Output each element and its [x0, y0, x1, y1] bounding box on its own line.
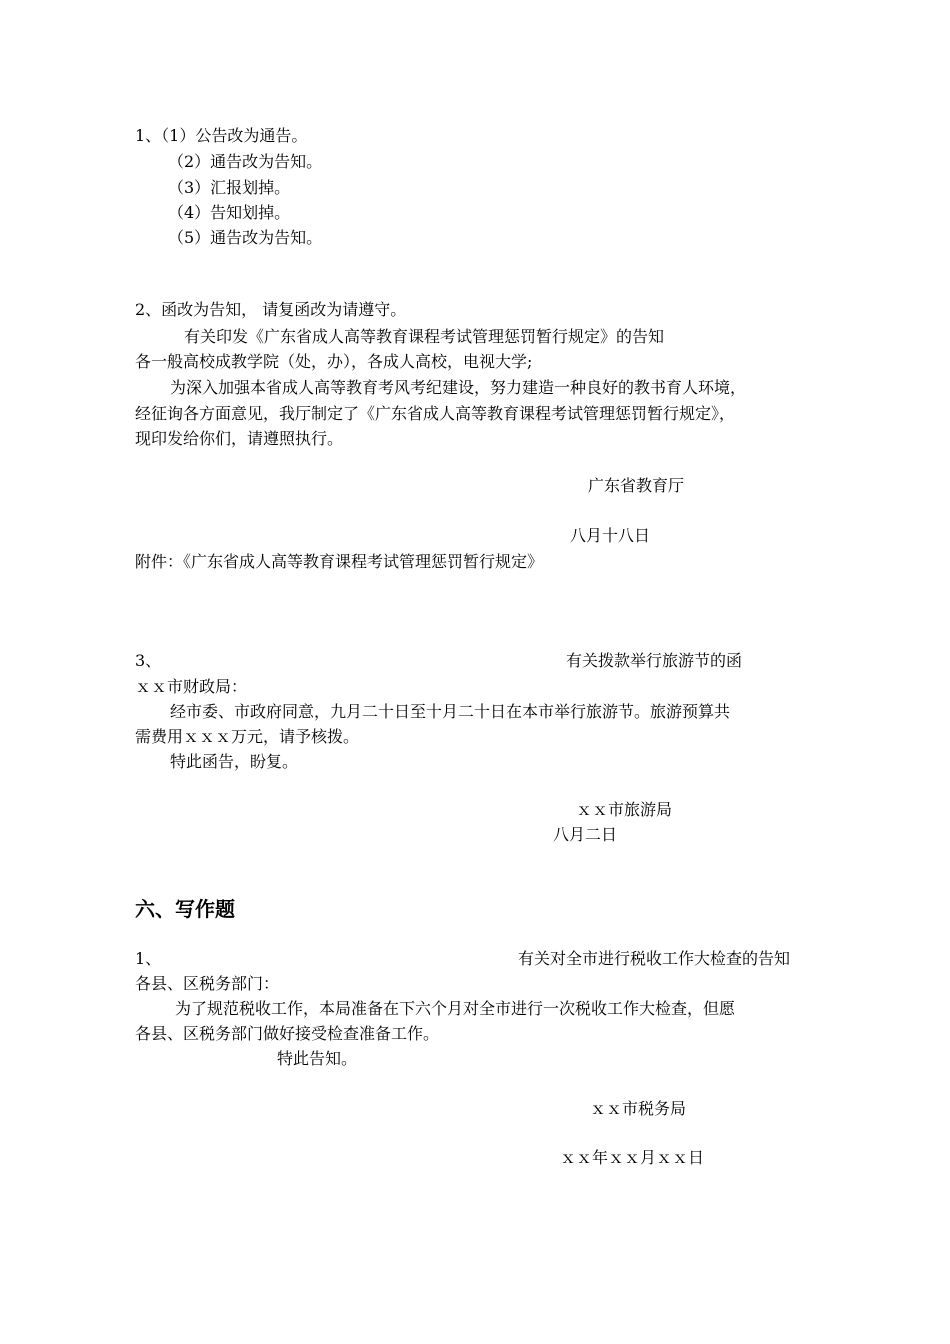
- q2-recipients: 各一般高校成教学院（处，办），各成人高校，电视大学;: [135, 352, 533, 371]
- q2-body-line-2: 经征询各方面意见，我厅制定了《广东省成人高等教育课程考试管理惩罚暂行规定》，: [135, 404, 736, 423]
- q3-signature: ｘｘ市旅游局: [576, 800, 673, 819]
- q1-line-1: 1、（1）公告改为通告。: [135, 126, 308, 145]
- q1-line-5: （5）通告改为告知。: [168, 228, 323, 247]
- q3-recipient: ｘｘ市财政局：: [135, 677, 248, 696]
- section-heading: 六、写作题: [135, 897, 235, 921]
- q3-closing: 特此函告，盼复。: [170, 752, 299, 771]
- s6-body-line-2: 各县、区税务部门做好接受检查准备工作。: [135, 1024, 440, 1043]
- s6-date: ｘｘ年ｘｘ月ｘｘ日: [560, 1148, 705, 1167]
- q3-date: 八月二日: [553, 825, 618, 844]
- q2-body-line-3: 现印发给你们，请遵照执行。: [135, 429, 344, 448]
- q2-title: 有关印发《广东省成人高等教育课程考试管理惩罚暂行规定》的告知: [184, 327, 665, 346]
- q3-body-line-1: 经市委、市政府同意，九月二十日至十月二十日在本市举行旅游节。旅游预算共: [170, 702, 731, 721]
- q2-intro: 2、函改为告知， 请复函改为请遵守。: [135, 300, 407, 319]
- q2-body-line-1: 为深入加强本省成人高等教育考风考纪建设，努力建造一种良好的教书育人环境，: [170, 378, 747, 397]
- q2-signature: 广东省教育厅: [588, 476, 685, 495]
- s6-signature: ｘｘ市税务局: [590, 1099, 687, 1118]
- s6-recipients: 各县、区税务部门：: [135, 974, 280, 993]
- q1-line-4: （4）告知划掉。: [168, 203, 291, 222]
- q1-line-2: （2）通告改为告知。: [168, 152, 323, 171]
- q3-body-line-2: 需费用ｘｘｘ万元，请予核拨。: [135, 727, 360, 746]
- q3-title: 有关拨款举行旅游节的函: [566, 651, 743, 670]
- q2-attachment: 附件：《广东省成人高等教育课程考试管理惩罚暂行规定》: [135, 552, 544, 571]
- s6-title: 有关对全市进行税收工作大检查的告知: [518, 949, 791, 968]
- s6-number: 1、: [135, 949, 162, 968]
- q2-date: 八月十八日: [570, 526, 651, 545]
- s6-closing: 特此告知。: [277, 1049, 358, 1068]
- q1-line-3: （3）汇报划掉。: [168, 178, 291, 197]
- q3-number: 3、: [135, 651, 162, 670]
- s6-body-line-1: 为了规范税收工作，本局准备在下六个月对全市进行一次税收工作大检查，但愿: [175, 999, 736, 1018]
